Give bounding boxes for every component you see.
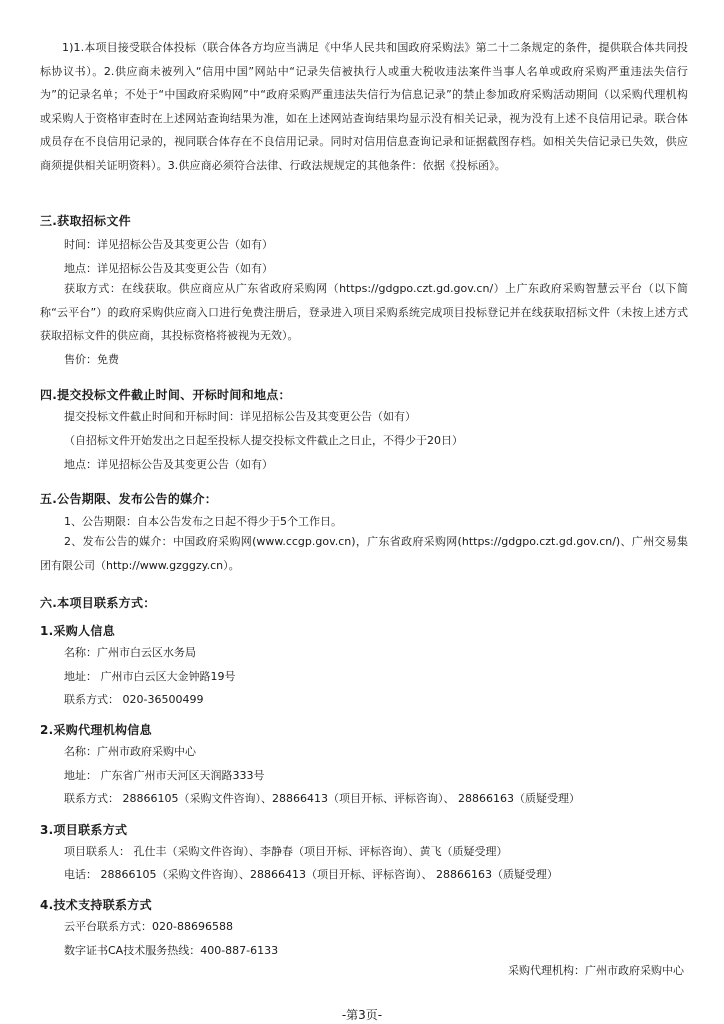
project-contact-phone: 电话： 28866105（采购文件咨询）、28866413（项目开标、评标咨询）、 28866163（质疑受理） (64, 868, 558, 881)
purchaser-contact: 联系方式： 020-36500499 (64, 693, 204, 706)
agency-name: 名称：广州市政府采购中心 (64, 745, 196, 758)
section-3-title: 三.获取招标文件 (40, 214, 131, 228)
purchaser-name: 名称：广州市白云区水务局 (64, 646, 196, 659)
announcement-period: 1、公告期限：自本公告发布之日起不得少于5个工作日。 (64, 515, 342, 528)
footer-agency: 采购代理机构：广州市政府采购中心 (508, 964, 684, 977)
announcement-media: 2、发布公告的媒介：中国政府采购网(www.ccgp.gov.cn)，广东省政府采购网(https://gdgpo.czt.gd.gov.cn/)、广州交易集团有限公司（http://www.gzggzy.cn）。 (40, 535, 688, 572)
page-number: -第3页- (341, 1008, 383, 1022)
submission-deadline: 提交投标文件截止时间和开标时间：详见招标公告及其变更公告（如有） (64, 410, 416, 423)
submission-note: （自招标文件开始发出之日起至投标人提交投标文件截止之日止，不得少于20日） (64, 434, 463, 447)
obtain-method: 获取方式：在线获取。供应商应从广东省政府采购网（https://gdgpo.czt.gd.gov.cn/）上广东政府采购智慧云平台（以下简称“云平台”）的政府采购供应商入口进行免费注册后，登录进入项目采购系统完成项目投标登记并在线获取招标文件（未按上述方式获取招标文件的供应商，其投标资格将被视为无效）。 (40, 282, 688, 343)
purchaser-address: 地址： 广州市白云区大金钟路19号 (64, 670, 236, 683)
agency-contact: 联系方式： 28866105（采购文件咨询）、28866413（项目开标、评标咨询）、 28866163（质疑受理） (64, 792, 580, 805)
section-5-title: 五.公告期限、发布公告的媒介： (40, 492, 218, 506)
cloud-platform-contact: 云平台联系方式：020-88696588 (64, 920, 233, 933)
project-contact-title: 3.项目联系方式 (40, 823, 128, 837)
opening-place: 地点：详见招标公告及其变更公告（如有） (64, 458, 273, 471)
tech-support-title: 4.技术支持联系方式 (40, 898, 152, 912)
ca-hotline: 数字证书CA技术服务热线：400-887-6133 (64, 944, 279, 957)
obtain-price: 售价：免费 (64, 353, 119, 366)
purchaser-info-title: 1.采购人信息 (40, 624, 116, 638)
agency-info-title: 2.采购代理机构信息 (40, 723, 152, 737)
section-4-title: 四.提交投标文件截止时间、开标时间和地点： (40, 388, 291, 402)
section-6-title: 六.本项目联系方式： (40, 596, 156, 610)
obtain-place: 地点：详见招标公告及其变更公告（如有） (64, 262, 273, 275)
obtain-time: 时间：详见招标公告及其变更公告（如有） (64, 238, 273, 251)
qualification-paragraph: 1)1.本项目接受联合体投标（联合体各方均应当满足《中华人民共和国政府采购法》第二十二条规定的条件，提供联合体共同投标协议书）。2.供应商未被列入“信用中国”网站中“记录失信被执行人或重大税收违法案件当事人名单或政府采购严重违法失信行为”的记录名单；不处于“中国政府采购网”中“政府采购严重违法失信行为信息记录”的禁止参加政府采购活动期间（以采购代理机构或采购人于资格审查时在上述网站查询结果为准，如在上述网站查询结果均显示没有相关记录，视为没有上述不良信用记录。联合体成员存在不良信用记录的，视同联合体存在不良信用记录。同时对信用信息查询记录和证据截图存档。如相关失信记录已失效，供应商须提供相关证明资料）。3.供应商必须符合法律、行政法规规定的其他条件：依据《投标函》。 (40, 41, 688, 172)
agency-address: 地址： 广东省广州市天河区天润路333号 (64, 769, 265, 782)
project-contact-person: 项目联系人： 孔仕丰（采购文件咨询）、李静春（项目开标、评标咨询）、黄飞（质疑受理） (64, 845, 508, 858)
